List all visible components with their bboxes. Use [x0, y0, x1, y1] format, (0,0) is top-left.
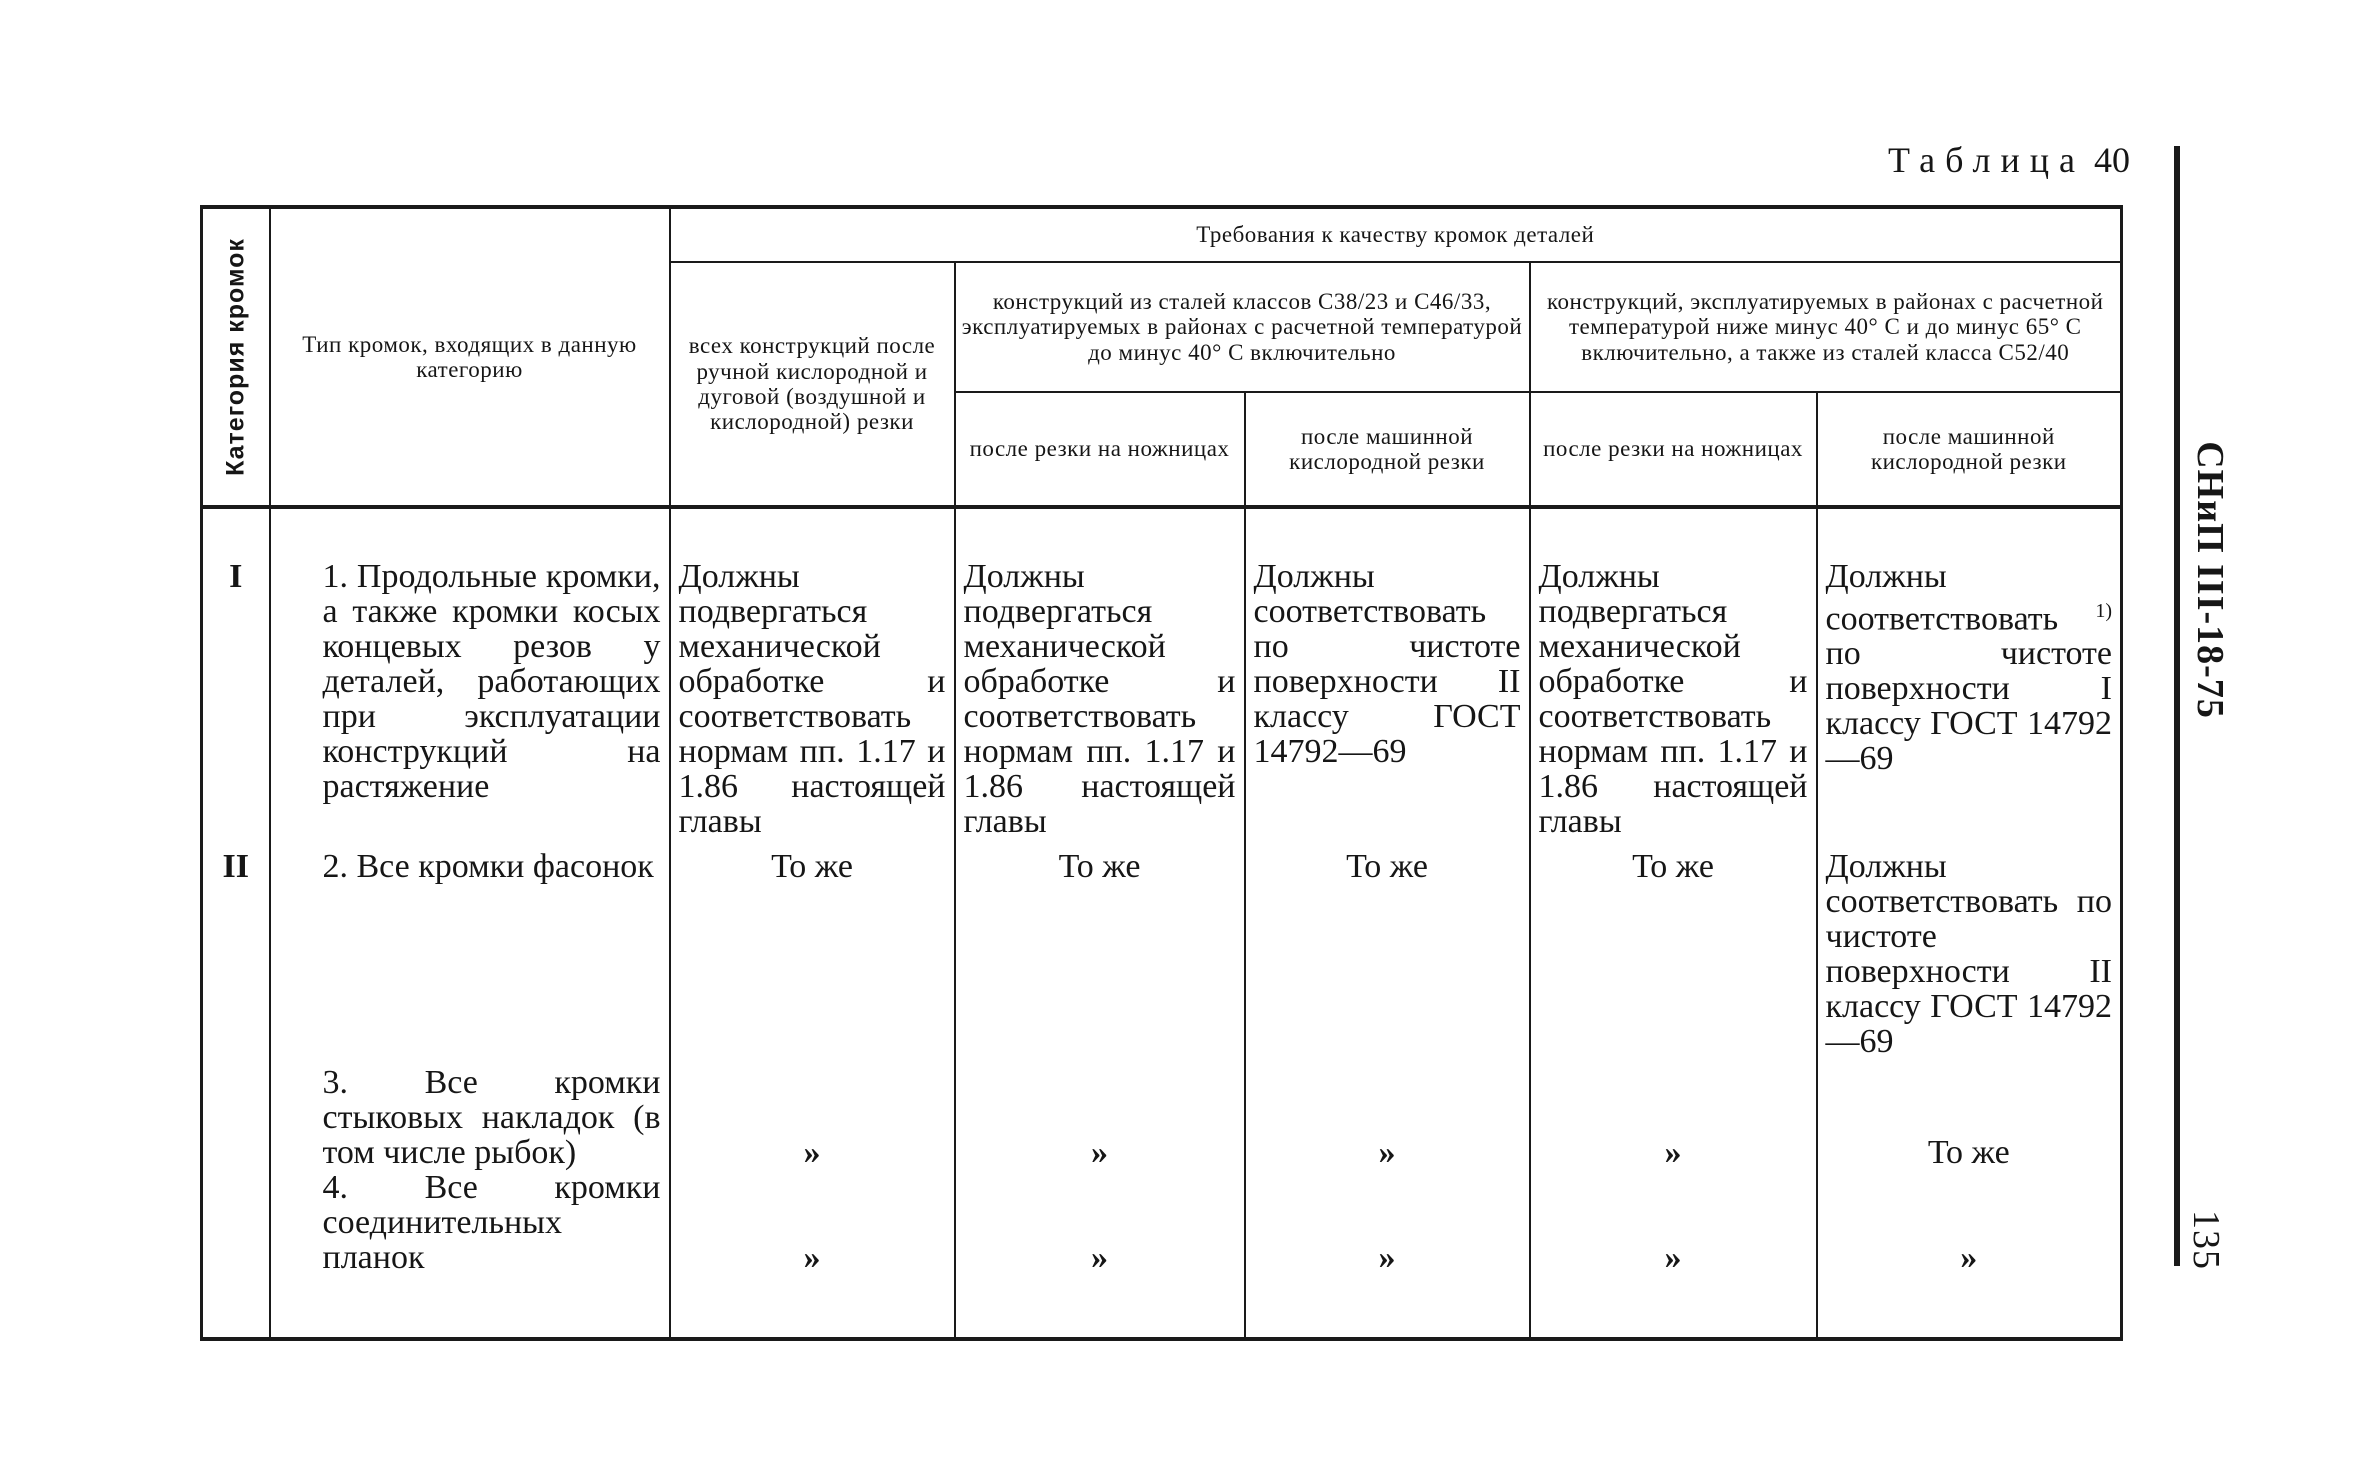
header-group-b: конструкций, эксплуатируемых в районах с расчетной температурой ниже минус 40° С и до минус 65° С включительно, а также из сталей класса С52/40: [1530, 262, 2122, 392]
req-all-structures: Должны подвергаться механической обработке и соответствовать нормам пп. 1.17 и 1.86 настоящей главы: [670, 559, 955, 839]
footnote-marker: 1): [2095, 600, 2113, 622]
req-b-shears: »: [1530, 1170, 1817, 1275]
header-a-machine: после машинной кислородной резки: [1245, 392, 1530, 507]
edge-type-cell: [270, 559, 670, 839]
table-row: [202, 559, 2122, 839]
category-cell: II: [202, 839, 270, 1059]
req-all-structures: »: [670, 1059, 955, 1170]
table-spacer-row: [202, 1275, 2122, 1339]
page-number-text: 135: [2185, 1210, 2227, 1270]
req-all-structures: »: [670, 1170, 955, 1275]
header-a-shears: после резки на ножницах: [955, 392, 1245, 507]
header-category: [202, 207, 270, 507]
req-a-shears: Должны подвергаться механической обработке и соответствовать нормам пп. 1.17 и 1.86 настоящей главы: [955, 559, 1245, 839]
table-row: [202, 1170, 2122, 1275]
header-edge-type: Тип кромок, входящих в данную категорию: [270, 207, 670, 507]
side-doc-code-text: СНиП III-18-75: [2189, 441, 2231, 719]
header-all-structures: всех конструкций после ручной кислородной и дуговой (воздушной и кислородной) резки: [670, 262, 955, 507]
table-body: [202, 507, 2122, 1339]
table-row: [202, 1059, 2122, 1170]
req-a-machine: То же: [1245, 839, 1530, 1059]
table-title-number: 40: [2094, 140, 2130, 180]
req-a-machine: »: [1245, 1170, 1530, 1275]
table-spacer-row: [202, 507, 2122, 559]
req-b-machine-text-a: Должны соответствовать: [1825, 558, 2059, 638]
edge-type-cell: [270, 1059, 670, 1170]
table-title-word: Таблица: [1888, 140, 2085, 180]
edge-type-text: 3. Все кромки стыковых накладок (в том числе рыбок): [322, 1064, 661, 1171]
req-b-machine: [1817, 559, 2122, 839]
edge-type-text: 2. Все кромки фасонок: [322, 848, 654, 885]
req-b-shears: Должны подвергаться механической обработке и соответствовать нормам пп. 1.17 и 1.86 настоящей главы: [1530, 559, 1817, 839]
req-b-machine: То же: [1817, 1059, 2122, 1170]
table-row: [202, 839, 2122, 1059]
edge-quality-table: [200, 205, 2123, 1341]
table-header: [202, 207, 2122, 507]
edge-type-cell: [270, 1170, 670, 1275]
req-a-shears: То же: [955, 839, 1245, 1059]
req-a-machine: »: [1245, 1059, 1530, 1170]
req-b-machine: Должны соответствовать по чистоте поверхности II классу ГОСТ 14792—69: [1817, 839, 2122, 1059]
req-a-machine: Должны соответствовать по чистоте поверхности II классу ГОСТ 14792—69: [1245, 559, 1530, 839]
header-group-a: конструкций из сталей классов С38/23 и С46/33, эксплуатируемых в районах с расчетной температурой до минус 40° С включительно: [955, 262, 1530, 392]
header-category-text: Категория кромок: [221, 238, 249, 476]
req-b-machine-text-b: по чистоте поверхности I классу ГОСТ 14792—69: [1825, 635, 2113, 778]
req-b-shears: То же: [1530, 839, 1817, 1059]
table-title: [1700, 142, 2130, 178]
edge-type-text: 4. Все кромки соединительных планок: [322, 1169, 661, 1276]
page-margin-rule: [2174, 146, 2180, 1266]
req-a-shears: »: [955, 1170, 1245, 1275]
req-b-machine: »: [1817, 1170, 2122, 1275]
header-requirements: Требования к качеству кромок деталей: [670, 207, 2122, 262]
req-b-shears: »: [1530, 1059, 1817, 1170]
req-a-shears: »: [955, 1059, 1245, 1170]
category-cell: I: [202, 559, 270, 839]
edge-type-cell: [270, 839, 670, 1059]
edge-type-text: 1. Продольные кромки, а также кромки косых концевых резов у деталей, работающих при эксплуатации конструкций на растяжение: [322, 558, 661, 805]
req-all-structures: То же: [670, 839, 955, 1059]
header-b-shears: после резки на ножницах: [1530, 392, 1817, 507]
header-b-machine: после машинной кислородной резки: [1817, 392, 2122, 507]
